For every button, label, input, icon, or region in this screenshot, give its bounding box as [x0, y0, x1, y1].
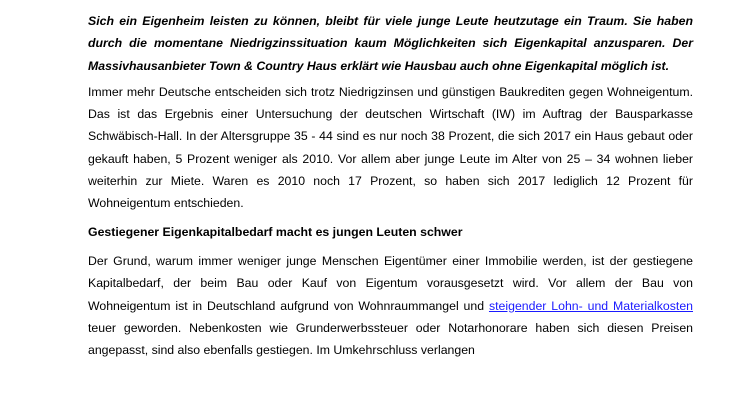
document-page [88, 10, 693, 361]
paragraph-2-text-start: Der Grund, warum immer weniger junge Menschen Eigentümer einer Immobilie werden, ist der gestiegene Kapitalbedarf, der beim Bau oder Kauf von Eigentum vorausgesetzt wird. Vor allem der Bau von Wohneigentum ist in Deutschland aufgrund von Wohnraummangel und [88, 253, 693, 313]
body-paragraph-1: Immer mehr Deutsche entscheiden sich trotz Niedrigzinsen und günstigen Baukrediten gegen Wohneigentum. Das ist das Ergebnis einer Untersuchung der deutschen Wirtschaft (IW) im Auftrag der Bausparkasse Schwäbisch-Hall. In der Altersgruppe 35 - 44 sind es nur noch 38 Prozent, die sich 2017 ein Haus gebaut oder gekauft haben, 5 Prozent weniger als 2010. Vor allem aber junge Leute im Alter von 25 – 34 wohnen lieber weiterhin zur Miete. Waren es 2010 noch 17 Prozent, so haben sich 2017 lediglich 12 Prozent für Wohneigentum entschieden. [88, 84, 693, 211]
section-subheading: Gestiegener Eigenkapitalbedarf macht es jungen Leuten schwer [88, 224, 463, 239]
paragraph-2-text-end: teuer geworden. Nebenkosten wie Grunderwerbssteuer oder Notarhonorare haben sich diesen Preisen angepasst, sind also ebenfalls gestiegen. Im Umkehrschluss verlangen [88, 320, 693, 358]
lead-paragraph: Sich ein Eigenheim leisten zu können, bleibt für viele junge Leute heutzutage ein Traum. Sie haben durch die momentane Niedrigzinssituation kaum Möglichkeiten sich Eigenkapital anzusparen. Der Massivhausanbieter Town & Country Haus erklärt wie Hausbau auch ohne Eigenkapital möglich ist. [88, 14, 693, 73]
material-costs-link[interactable]: steigender Lohn- und Materialkosten [488, 298, 693, 313]
body-paragraph-2 [88, 250, 693, 361]
